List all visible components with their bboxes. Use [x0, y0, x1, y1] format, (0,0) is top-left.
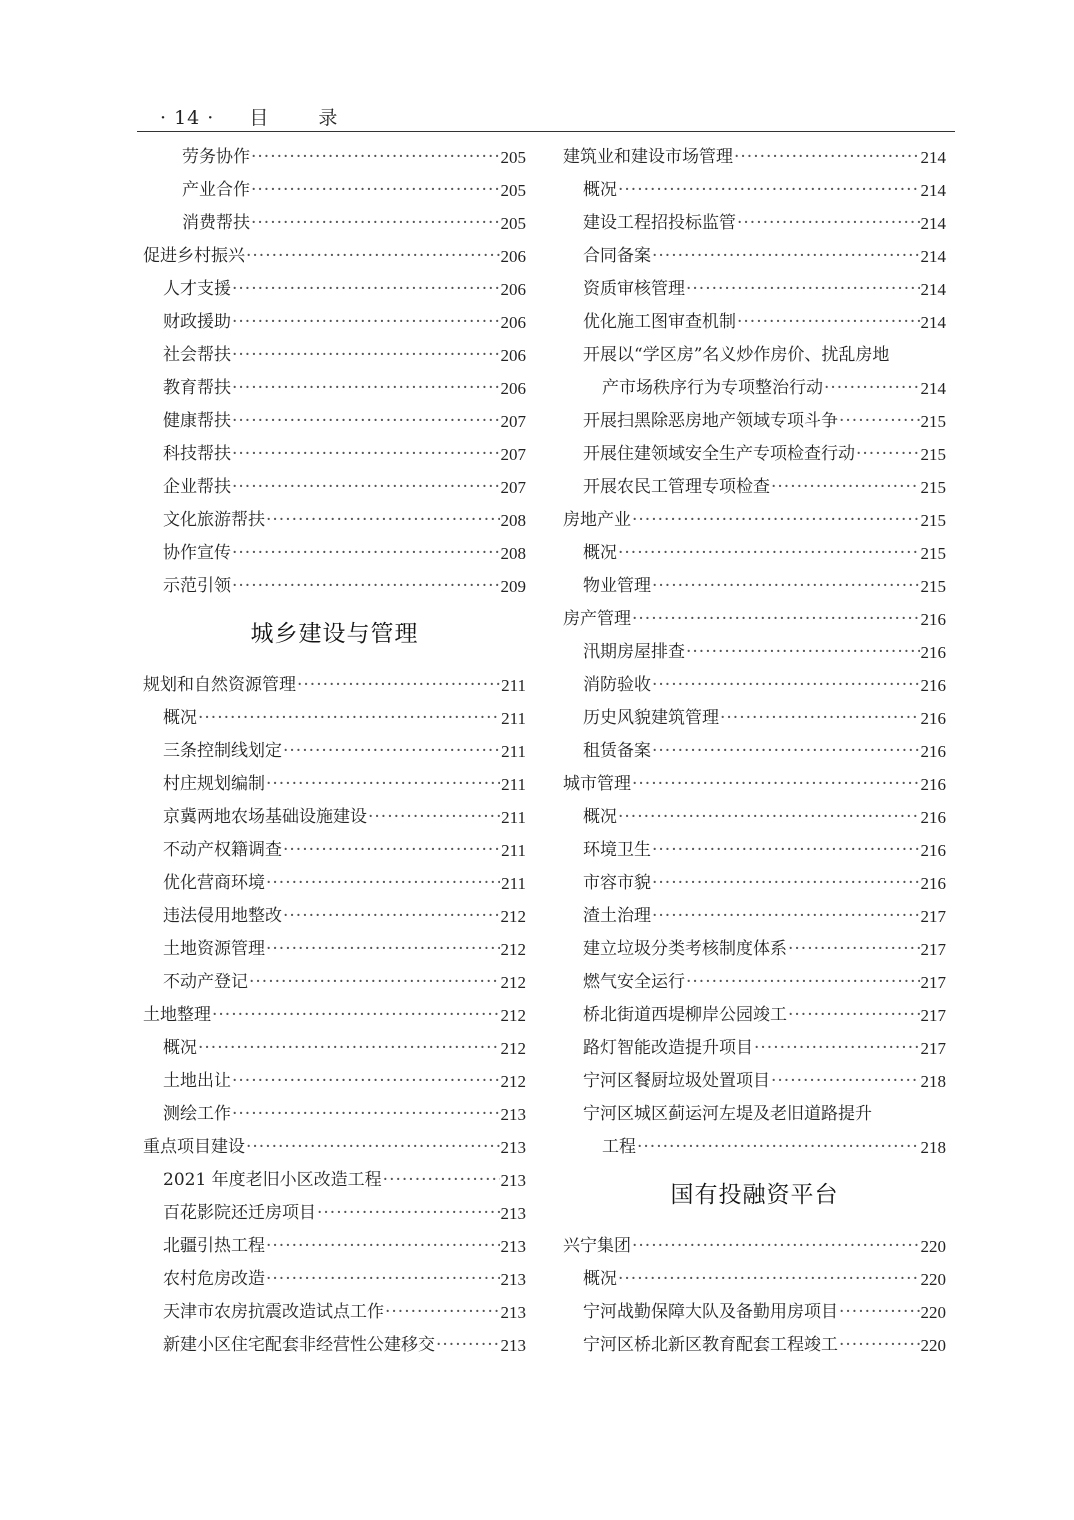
dot-leader: [249, 966, 500, 999]
dot-leader: [618, 1263, 920, 1296]
toc-entry-page: 220: [920, 1237, 946, 1256]
toc-entry-page: 206: [500, 280, 526, 299]
toc-entry-page: 216: [920, 874, 946, 893]
toc-entry-label: 劳务协作: [182, 147, 250, 167]
dot-leader: [632, 768, 920, 801]
toc-entry[interactable]: [143, 471, 526, 504]
dot-leader: [652, 669, 920, 702]
toc-entry-label: 建筑业和建设市场管理: [563, 147, 733, 167]
dot-leader: [368, 801, 500, 834]
toc-entry-label: 概况: [163, 1038, 197, 1058]
dot-leader: [266, 1230, 500, 1263]
toc-entry-page: 214: [920, 181, 946, 200]
toc-entry[interactable]: [563, 669, 946, 702]
toc-entry-label: 京冀两地农场基础设施建设: [163, 807, 367, 827]
toc-entry-page: 212: [500, 1006, 526, 1025]
toc-entry-label: 天津市农房抗震改造试点工作: [163, 1302, 384, 1322]
toc-entry[interactable]: [143, 141, 526, 174]
toc-entry-page: 207: [500, 445, 526, 464]
toc-entry-page: 220: [920, 1303, 946, 1322]
dot-leader: [652, 570, 920, 603]
toc-entry-label: 不动产登记: [163, 972, 248, 992]
toc-entry-label: 人才支援: [163, 279, 231, 299]
toc-entry-page: 215: [920, 577, 946, 596]
toc-entry-label: 建设工程招投标监管: [583, 213, 736, 233]
toc-entry-label: 北疆引热工程: [163, 1236, 265, 1256]
dot-leader: [632, 1230, 920, 1263]
toc-entry[interactable]: [563, 1032, 946, 1065]
toc-entry[interactable]: [563, 306, 946, 339]
toc-entry[interactable]: [563, 933, 946, 966]
toc-entry-page: 215: [920, 478, 946, 497]
toc-entry-page: 211: [501, 742, 526, 761]
toc-entry[interactable]: [143, 405, 526, 438]
dot-leader: [839, 1329, 920, 1362]
toc-entry-label: 消费帮扶: [182, 213, 250, 233]
toc-entry-label: 测绘工作: [163, 1104, 231, 1124]
toc-entry-label: 宁河区城区蓟运河左堤及老旧道路提升: [583, 1104, 872, 1124]
dot-leader: [788, 999, 920, 1032]
toc-entry-label: 不动产权籍调查: [163, 840, 282, 860]
dot-leader: [266, 504, 500, 537]
toc-entry-page: 218: [920, 1138, 946, 1157]
toc-entry-label: 环境卫生: [583, 840, 651, 860]
toc-entry[interactable]: [143, 504, 526, 537]
page-number: · 14 ·: [160, 107, 215, 129]
toc-entry-label: 财政援助: [163, 312, 231, 332]
toc-entry-label: 社会帮扶: [163, 345, 231, 365]
dot-leader: [652, 735, 920, 768]
toc-entry[interactable]: [563, 240, 946, 273]
toc-entry[interactable]: [143, 273, 526, 306]
toc-entry[interactable]: [563, 834, 946, 867]
toc-entry[interactable]: [143, 735, 526, 768]
dot-leader: [824, 372, 920, 405]
toc-entry-page: 216: [920, 742, 946, 761]
toc-entry-page: 220: [920, 1336, 946, 1355]
toc-entry-label: 企业帮扶: [163, 477, 231, 497]
toc-entry[interactable]: [143, 1164, 526, 1197]
toc-entry-page: 215: [920, 412, 946, 431]
toc-entry[interactable]: [143, 702, 526, 735]
dot-leader: [737, 306, 920, 339]
toc-entry[interactable]: [143, 1230, 526, 1263]
toc-entry[interactable]: [563, 966, 946, 999]
dot-leader: [839, 1296, 920, 1329]
toc-entry-page: 206: [500, 247, 526, 266]
toc-entry-label: 宁河战勤保障大队及备勤用房项目: [583, 1302, 838, 1322]
toc-entry-label: 概况: [583, 543, 617, 563]
toc-entry-page: 216: [920, 610, 946, 629]
toc-entry[interactable]: [143, 966, 526, 999]
toc-entry-label: 三条控制线划定: [163, 741, 282, 761]
toc-entry-label: 土地整理: [143, 1005, 211, 1025]
toc-entry[interactable]: [143, 372, 526, 405]
dot-leader: [652, 240, 920, 273]
toc-entry[interactable]: [143, 1197, 526, 1230]
toc-entry-page: 214: [920, 247, 946, 266]
toc-entry[interactable]: [143, 1032, 526, 1065]
toc-entry-page: 205: [500, 148, 526, 167]
toc-entry[interactable]: [143, 1263, 526, 1296]
toc-entry-page: 207: [500, 412, 526, 431]
toc-entry-label: 渣土治理: [583, 906, 651, 926]
toc-entry[interactable]: [143, 306, 526, 339]
toc-entry[interactable]: [143, 669, 526, 702]
toc-entry[interactable]: [143, 834, 526, 867]
toc-entry-page: 217: [920, 940, 946, 959]
toc-entry-label: 村庄规划编制: [163, 774, 265, 794]
toc-entry-label: 土地资源管理: [163, 939, 265, 959]
dot-leader: [232, 306, 500, 339]
dot-leader: [720, 702, 920, 735]
toc-entry-page: 217: [920, 907, 946, 926]
dot-leader: [232, 405, 500, 438]
toc-entry-page: 213: [500, 1138, 526, 1157]
dot-leader: [232, 570, 500, 603]
toc-entry[interactable]: [563, 801, 946, 834]
toc-entry[interactable]: [563, 603, 946, 636]
toc-entry-page: 217: [920, 1039, 946, 1058]
toc-entry[interactable]: [143, 1065, 526, 1098]
toc-entry-page: 212: [500, 1072, 526, 1091]
dot-leader: [686, 966, 920, 999]
toc-entry-label: 农村危房改造: [163, 1269, 265, 1289]
toc-entry-page: 211: [501, 808, 526, 827]
dot-leader: [232, 273, 500, 306]
toc-entry-page: 216: [920, 775, 946, 794]
dot-leader: [618, 537, 920, 570]
dot-leader: [618, 174, 920, 207]
toc-entry[interactable]: [563, 405, 946, 438]
toc-entry[interactable]: [143, 240, 526, 273]
section-heading: 城乡建设与管理: [250, 621, 419, 647]
dot-leader: [737, 207, 920, 240]
dot-leader: [632, 504, 920, 537]
dot-leader: [266, 933, 500, 966]
toc-entry-label: 违法侵用地整改: [163, 906, 282, 926]
toc-entry[interactable]: [563, 702, 946, 735]
toc-entry-label: 规划和自然资源管理: [143, 675, 296, 695]
toc-entry-label: 租赁备案: [583, 741, 651, 761]
toc-entry[interactable]: [563, 141, 946, 174]
toc-entry-label: 开展住建领域安全生产专项检查行动: [583, 444, 855, 464]
toc-entry[interactable]: [143, 933, 526, 966]
toc-entry-page: 220: [920, 1270, 946, 1289]
dot-leader: [652, 834, 920, 867]
toc-entry-label: 概况: [583, 1269, 617, 1289]
toc-entry-page: 211: [501, 676, 526, 695]
dot-leader: [198, 1032, 500, 1065]
toc-entry-page: 215: [920, 511, 946, 530]
toc-entry[interactable]: [563, 570, 946, 603]
dot-leader: [251, 141, 500, 174]
toc-entry-page: 214: [920, 280, 946, 299]
dot-leader: [771, 1065, 920, 1098]
toc-entry-label: 2021 年度老旧小区改造工程: [163, 1170, 382, 1190]
toc-entry-page: 214: [920, 313, 946, 332]
toc-entry[interactable]: [143, 1131, 526, 1164]
dot-leader: [232, 1098, 500, 1131]
toc-entry[interactable]: [563, 1296, 946, 1329]
toc-entry-label: 新建小区住宅配套非经营性公建移交: [163, 1335, 435, 1355]
toc-entry[interactable]: [143, 1329, 526, 1362]
toc-entry-page: 206: [500, 313, 526, 332]
toc-entry-label: 工程: [602, 1137, 636, 1157]
toc-entry-page: 217: [920, 973, 946, 992]
toc-entry[interactable]: [563, 999, 946, 1032]
toc-entry-label: 汛期房屋排查: [583, 642, 685, 662]
toc-entry-page: 208: [500, 544, 526, 563]
toc-entry-label: 概况: [163, 708, 197, 728]
dot-leader: [632, 603, 920, 636]
toc-entry-page: 218: [920, 1072, 946, 1091]
toc-entry-page: 216: [920, 676, 946, 695]
toc-entry[interactable]: [563, 900, 946, 933]
toc-entry[interactable]: [563, 471, 946, 504]
toc-entry[interactable]: [563, 207, 946, 240]
dot-leader: [436, 1329, 500, 1362]
dot-leader: [686, 636, 920, 669]
dot-leader: [232, 1065, 500, 1098]
dot-leader: [251, 207, 500, 240]
section-heading: 国有投融资平台: [670, 1182, 839, 1208]
toc-entry-label: 百花影院还迁房项目: [163, 1203, 316, 1223]
toc-entry[interactable]: [143, 207, 526, 240]
toc-entry-page: 214: [920, 214, 946, 233]
toc-entry-page: 213: [500, 1270, 526, 1289]
toc-entry-label: 开展以“学区房”名义炒作房价、扰乱房地: [583, 345, 890, 365]
toc-entry[interactable]: [563, 636, 946, 669]
toc-entry-label: 重点项目建设: [143, 1137, 245, 1157]
toc-entry-label: 房产管理: [563, 609, 631, 629]
dot-leader: [246, 1131, 500, 1164]
toc-entry-page: 207: [500, 478, 526, 497]
toc-entry[interactable]: [563, 372, 946, 405]
toc-entry-label: 协作宣传: [163, 543, 231, 563]
toc-right-column: [563, 141, 946, 1362]
toc-entry[interactable]: [563, 1230, 946, 1263]
toc-entry[interactable]: [563, 438, 946, 471]
dot-leader: [652, 867, 920, 900]
dot-leader: [246, 240, 500, 273]
toc-entry[interactable]: [563, 867, 946, 900]
dot-leader: [283, 900, 500, 933]
toc-entry-label: 资质审核管理: [583, 279, 685, 299]
toc-entry-page: 214: [920, 379, 946, 398]
toc-entry-label: 房地产业: [563, 510, 631, 530]
toc-entry-page: 213: [500, 1237, 526, 1256]
dot-leader: [212, 999, 500, 1032]
toc-entry[interactable]: [563, 1131, 946, 1164]
toc-entry-page: 216: [920, 841, 946, 860]
dot-leader: [652, 900, 920, 933]
toc-entry-label: 概况: [583, 180, 617, 200]
dot-leader: [283, 834, 500, 867]
toc-entry-label: 城市管理: [563, 774, 631, 794]
toc-entry[interactable]: [143, 768, 526, 801]
dot-leader: [317, 1197, 500, 1230]
toc-entry-label: 概况: [583, 807, 617, 827]
dot-leader: [686, 273, 920, 306]
header-title: 目 录: [249, 107, 360, 129]
dot-leader: [198, 702, 500, 735]
toc-entry-label: 优化营商环境: [163, 873, 265, 893]
toc-entry[interactable]: [563, 174, 946, 207]
toc-entry-label: 产市场秩序行为专项整治行动: [602, 378, 823, 398]
running-header: [160, 103, 359, 130]
toc-entry-label: 土地出让: [163, 1071, 231, 1091]
toc-entry-page: 209: [500, 577, 526, 596]
dot-leader: [232, 339, 500, 372]
toc-entry-label: 建立垃圾分类考核制度体系: [583, 939, 787, 959]
dot-leader: [283, 735, 500, 768]
dot-leader: [266, 768, 500, 801]
dot-leader: [618, 801, 920, 834]
toc-entry[interactable]: [563, 1263, 946, 1296]
toc-entry-page: 206: [500, 379, 526, 398]
toc-entry-page: 212: [500, 973, 526, 992]
dot-leader: [232, 372, 500, 405]
toc-entry-page: 211: [501, 874, 526, 893]
toc-entry-page: 205: [500, 181, 526, 200]
toc-entry-page: 213: [500, 1204, 526, 1223]
toc-entry-page: 216: [920, 643, 946, 662]
toc-entry-page: 213: [500, 1336, 526, 1355]
toc-entry-label: 示范引领: [163, 576, 231, 596]
dot-leader: [232, 438, 500, 471]
dot-leader: [266, 867, 500, 900]
toc-entry[interactable]: [563, 504, 946, 537]
toc-entry[interactable]: [143, 438, 526, 471]
dot-leader: [637, 1131, 920, 1164]
dot-leader: [856, 438, 920, 471]
toc-entry-page: 211: [501, 841, 526, 860]
toc-entry[interactable]: [143, 999, 526, 1032]
toc-entry[interactable]: [143, 339, 526, 372]
dot-leader: [232, 537, 500, 570]
toc-entry-label: 教育帮扶: [163, 378, 231, 398]
dot-leader: [232, 471, 500, 504]
toc-entry-page: 211: [501, 775, 526, 794]
toc-entry-page: 213: [500, 1105, 526, 1124]
toc-entry[interactable]: [143, 174, 526, 207]
toc-entry-label: 促进乡村振兴: [143, 246, 245, 266]
toc-entry-label: 物业管理: [583, 576, 651, 596]
toc-entry-label: 优化施工图审查机制: [583, 312, 736, 332]
toc-entry-label: 文化旅游帮扶: [163, 510, 265, 530]
toc-entry[interactable]: [143, 537, 526, 570]
toc-entry-label: 历史风貌建筑管理: [583, 708, 719, 728]
toc-entry[interactable]: [563, 1329, 946, 1362]
toc-entry[interactable]: [563, 735, 946, 768]
dot-leader: [734, 141, 920, 174]
toc-entry[interactable]: [563, 1065, 946, 1098]
dot-leader: [251, 174, 500, 207]
toc-entry-label: 桥北街道西堤柳岸公园竣工: [583, 1005, 787, 1025]
toc-entry[interactable]: [143, 867, 526, 900]
toc-entry-page: 216: [920, 709, 946, 728]
toc-entry-label: 科技帮扶: [163, 444, 231, 464]
dot-leader: [297, 669, 500, 702]
toc-entry-label: 消防验收: [583, 675, 651, 695]
dot-leader: [771, 471, 920, 504]
toc-entry[interactable]: [563, 537, 946, 570]
dot-leader: [383, 1164, 500, 1197]
toc-entry-page: 212: [500, 1039, 526, 1058]
toc-entry-label: 宁河区餐厨垃圾处置项目: [583, 1071, 770, 1091]
toc-entry-label: 市容市貌: [583, 873, 651, 893]
dot-leader: [839, 405, 920, 438]
toc-entry[interactable]: [143, 801, 526, 834]
toc-entry-page: 213: [500, 1303, 526, 1322]
toc-entry-page: 214: [920, 148, 946, 167]
toc-entry[interactable]: [143, 1098, 526, 1131]
dot-leader: [266, 1263, 500, 1296]
toc-entry-page: 208: [500, 511, 526, 530]
toc-entry-page: 217: [920, 1006, 946, 1025]
toc-left-column: [143, 141, 526, 1362]
toc-entry-page: 212: [500, 907, 526, 926]
toc-entry-label: 开展农民工管理专项检查: [583, 477, 770, 497]
toc-entry[interactable]: [143, 570, 526, 603]
toc-entry-page: 215: [920, 445, 946, 464]
toc-entry-label: 路灯智能改造提升项目: [583, 1038, 753, 1058]
toc-entry-label: 燃气安全运行: [583, 972, 685, 992]
toc-entry-label: 健康帮扶: [163, 411, 231, 431]
toc-entry-page: 215: [920, 544, 946, 563]
toc-entry-page: 212: [500, 940, 526, 959]
toc-entry[interactable]: [143, 900, 526, 933]
toc-entry-page: 216: [920, 808, 946, 827]
toc-entry-page: 211: [501, 709, 526, 728]
toc-entry-label: 宁河区桥北新区教育配套工程竣工: [583, 1335, 838, 1355]
toc-entry-label: 兴宁集团: [563, 1236, 631, 1256]
header-rule: [137, 131, 955, 132]
toc-entry-page: 213: [500, 1171, 526, 1190]
toc-entry-page: 205: [500, 214, 526, 233]
dot-leader: [788, 933, 920, 966]
dot-leader: [385, 1296, 500, 1329]
toc-entry-label: 开展扫黑除恶房地产领域专项斗争: [583, 411, 838, 431]
toc-entry-label: 产业合作: [182, 180, 250, 200]
toc-entry[interactable]: [563, 273, 946, 306]
dot-leader: [754, 1032, 920, 1065]
toc-entry[interactable]: [143, 1296, 526, 1329]
toc-entry-page: 206: [500, 346, 526, 365]
toc-entry-label: 合同备案: [583, 246, 651, 266]
toc-entry[interactable]: [563, 768, 946, 801]
